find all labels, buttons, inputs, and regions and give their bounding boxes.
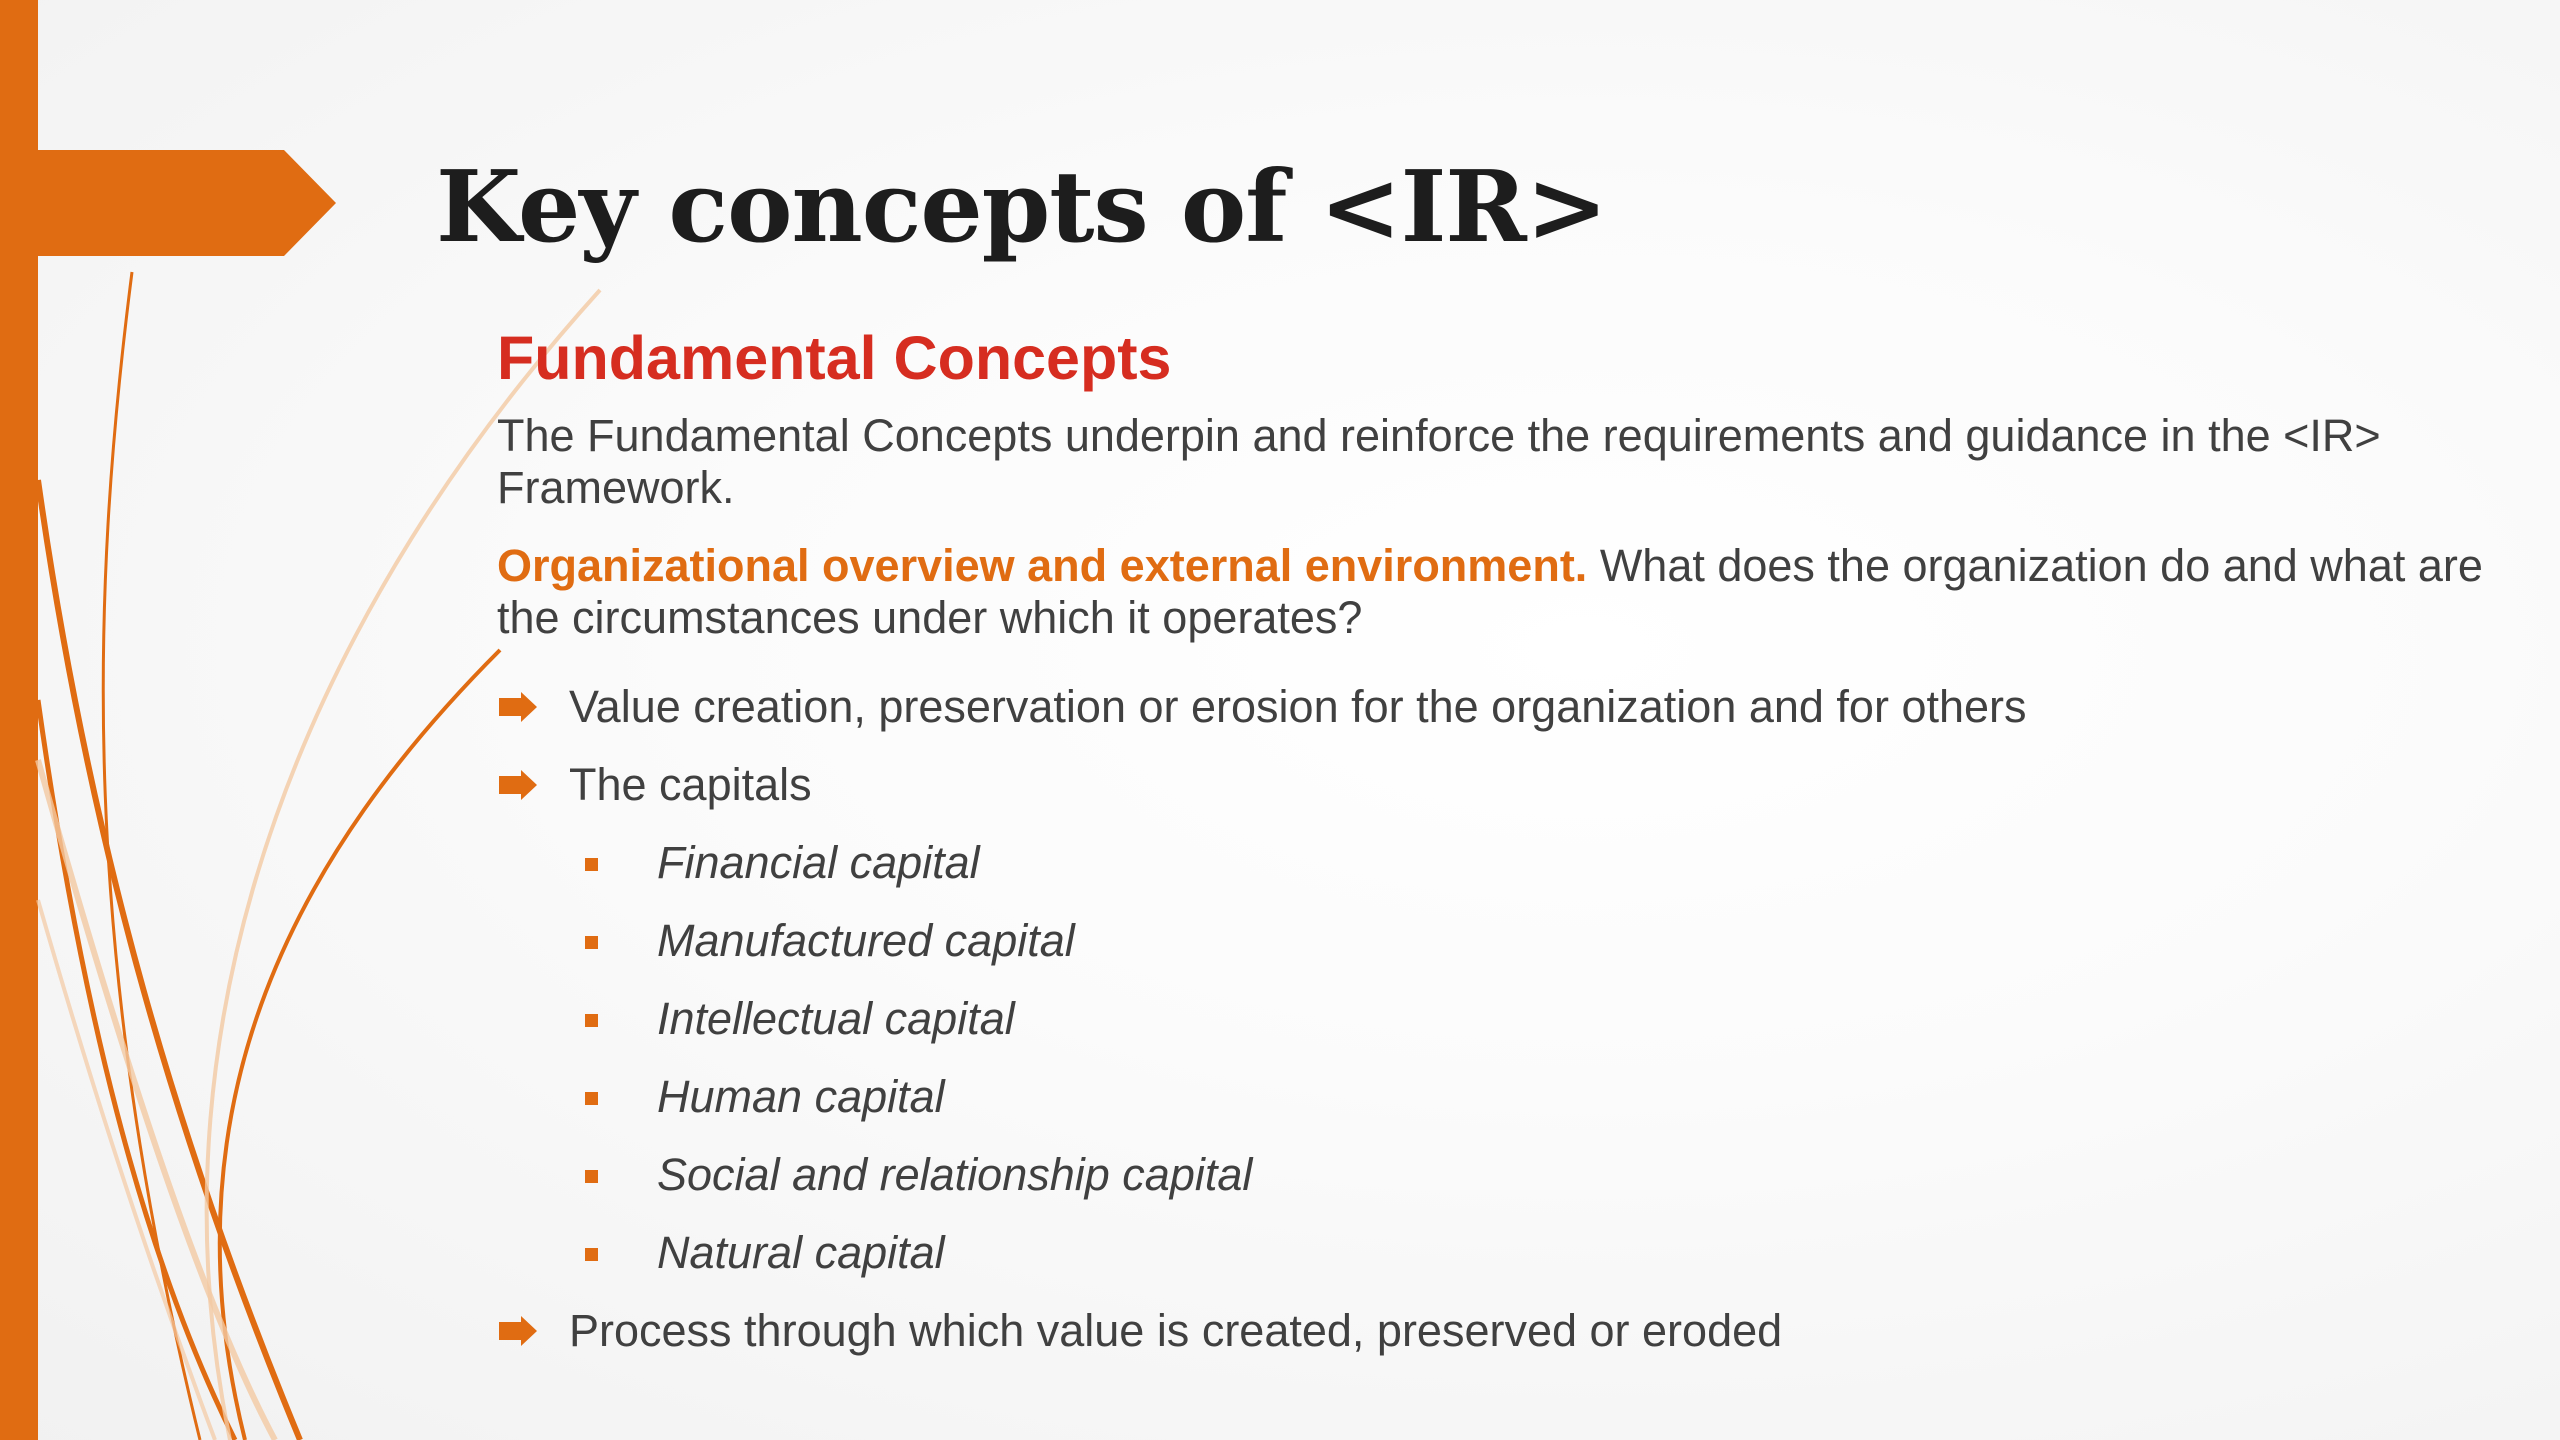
arrow-bullet-icon — [499, 1316, 537, 1346]
list-item — [497, 1136, 2487, 1214]
list-item — [497, 1292, 2487, 1370]
list-item — [497, 1214, 2487, 1292]
list-item — [497, 980, 2487, 1058]
list-item — [497, 824, 2487, 902]
square-bullet-icon — [585, 1248, 598, 1261]
capital-text: Manufactured capital — [657, 915, 1075, 966]
list-item — [497, 746, 2487, 824]
square-bullet-icon — [585, 858, 598, 871]
square-bullet-icon — [585, 1170, 598, 1183]
title-arrow-banner — [0, 150, 336, 256]
curve-line — [38, 700, 235, 1440]
bullet-list — [497, 668, 2487, 824]
arrow-bullet-icon — [499, 770, 537, 800]
curve-line — [220, 650, 500, 1440]
slide-title: Key concepts of <IR> — [436, 150, 1607, 265]
arrow-bullet-icon — [499, 692, 537, 722]
intro-paragraph: The Fundamental Concepts underpin and reinforce the requirements and guidance in the <IR> Framework. — [497, 410, 2381, 513]
list-item — [497, 1058, 2487, 1136]
curve-line — [38, 760, 275, 1440]
bullet-text: Value creation, preservation or erosion for the organization and for others — [569, 681, 2027, 732]
capital-text: Social and relationship capital — [657, 1149, 1253, 1200]
capital-text: Financial capital — [657, 837, 980, 888]
bullet-text: Process through which value is created, preserved or eroded — [569, 1305, 1783, 1356]
list-item — [497, 902, 2487, 980]
capital-text: Human capital — [657, 1071, 945, 1122]
square-bullet-icon — [585, 936, 598, 949]
square-bullet-icon — [585, 1014, 598, 1027]
bullet-text: The capitals — [569, 759, 812, 810]
slide-content — [497, 318, 2487, 1370]
curve-line — [38, 900, 215, 1440]
overview-highlight: Organizational overview and external environment. — [497, 540, 1588, 591]
list-item — [497, 668, 2487, 746]
capitals-list — [497, 824, 2487, 1292]
subheading: Fundamental Concepts — [497, 324, 1172, 392]
square-bullet-icon — [585, 1092, 598, 1105]
capital-text: Intellectual capital — [657, 993, 1015, 1044]
overview-paragraph — [497, 540, 2487, 644]
overview-text: What does the organization do and what are the circumstances under which it operates? — [497, 540, 2483, 643]
bullet-list — [497, 1292, 2487, 1370]
capital-text: Natural capital — [657, 1227, 945, 1278]
